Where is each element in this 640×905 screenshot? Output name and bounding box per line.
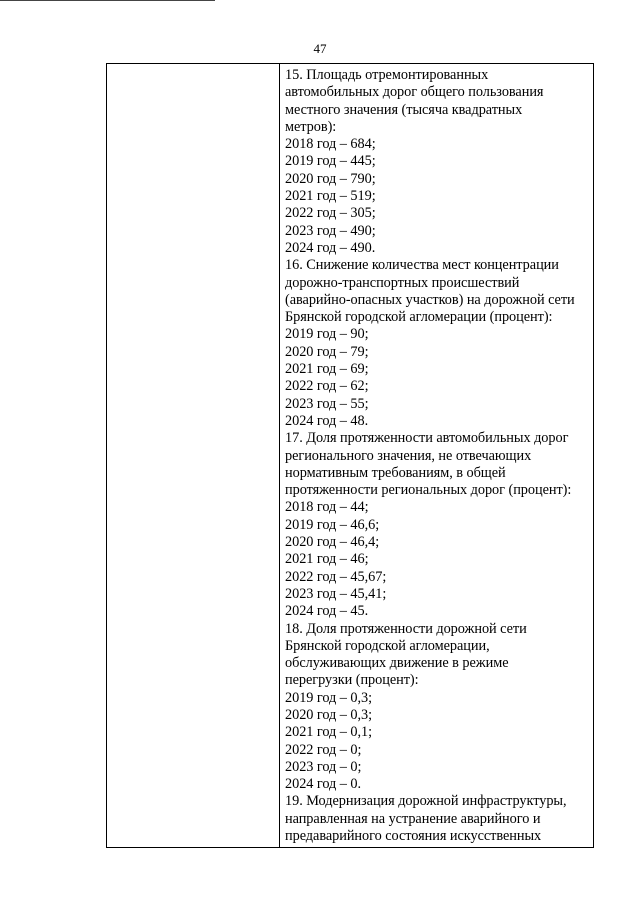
- text-line: 2022 год – 305;: [285, 205, 376, 222]
- text-line: 2024 год – 48.: [285, 412, 369, 429]
- text-line: 2019 год – 445;: [285, 153, 376, 170]
- text-line: 2019 год – 90;: [285, 326, 369, 343]
- text-line: 2024 год – 490.: [285, 239, 376, 256]
- text-line: 18. Доля протяженности дорожной сети: [285, 620, 527, 637]
- text-line: 16. Снижение количества мест концентрации: [285, 257, 559, 274]
- text-line: протяженности региональных дорог (процент):: [285, 482, 572, 499]
- text-line: 2018 год – 684;: [285, 136, 376, 153]
- text-line: местного значения (тысяча квадратных: [285, 101, 523, 118]
- text-line: предаварийного состояния искусственных: [285, 828, 542, 845]
- text-line: метров):: [285, 118, 337, 135]
- text-line: 2022 год – 45,67;: [285, 568, 387, 585]
- text-line: автомобильных дорог общего пользования: [285, 84, 544, 101]
- text-line: 2023 год – 55;: [285, 395, 369, 412]
- text-line: 2024 год – 45.: [285, 603, 369, 620]
- text-line: 2019 год – 46,6;: [285, 516, 380, 533]
- text-line: регионального значения, не отвечающих: [285, 447, 532, 464]
- text-line: 2018 год – 44;: [285, 499, 369, 516]
- text-line: перегрузки (процент):: [285, 672, 419, 689]
- text-line: дорожно-транспортных происшествий: [285, 274, 520, 291]
- text-line: 2019 год – 0,3;: [285, 689, 373, 706]
- text-line: 2022 год – 0;: [285, 741, 362, 758]
- text-line: 2023 год – 490;: [285, 222, 376, 239]
- page-number: 47: [313, 41, 327, 56]
- text-line: Брянской городской агломерации (процент):: [285, 309, 553, 326]
- text-line: 2022 год – 62;: [285, 378, 369, 395]
- text-line: 2024 год – 0.: [285, 776, 362, 793]
- text-line: 15. Площадь отремонтированных: [285, 67, 489, 83]
- text-line: 2020 год – 79;: [285, 343, 369, 360]
- text-line: направленная на устранение аварийного и: [285, 810, 541, 827]
- text-line: 2020 год – 790;: [285, 170, 376, 187]
- text-line: обслуживающих движение в режиме: [285, 655, 509, 672]
- text-line: 2021 год – 46;: [285, 551, 369, 568]
- text-line: 2023 год – 0;: [285, 758, 362, 775]
- text-line: 19. Модернизация дорожной инфраструктуры,: [285, 793, 567, 810]
- text-line: 2021 год – 519;: [285, 188, 376, 205]
- text-line: 2021 год – 69;: [285, 361, 369, 378]
- text-line: (аварийно-опасных участков) на дорожной сети: [285, 291, 575, 308]
- text-line: Брянской городской агломерации,: [285, 637, 490, 654]
- text-line: 2020 год – 46,4;: [285, 534, 380, 551]
- text-line: 17. Доля протяженности автомобильных дорог: [285, 430, 569, 447]
- column-divider: [279, 64, 280, 847]
- text-line: 2021 год – 0,1;: [285, 724, 373, 741]
- table-frame: [106, 63, 594, 848]
- text-line: 2020 год – 0,3;: [285, 706, 373, 723]
- text-line: нормативным требованиям, в общей: [285, 464, 506, 481]
- top-rule: [0, 0, 215, 1]
- indicator-text-column: [285, 67, 591, 845]
- text-line: 2023 год – 45,41;: [285, 585, 387, 602]
